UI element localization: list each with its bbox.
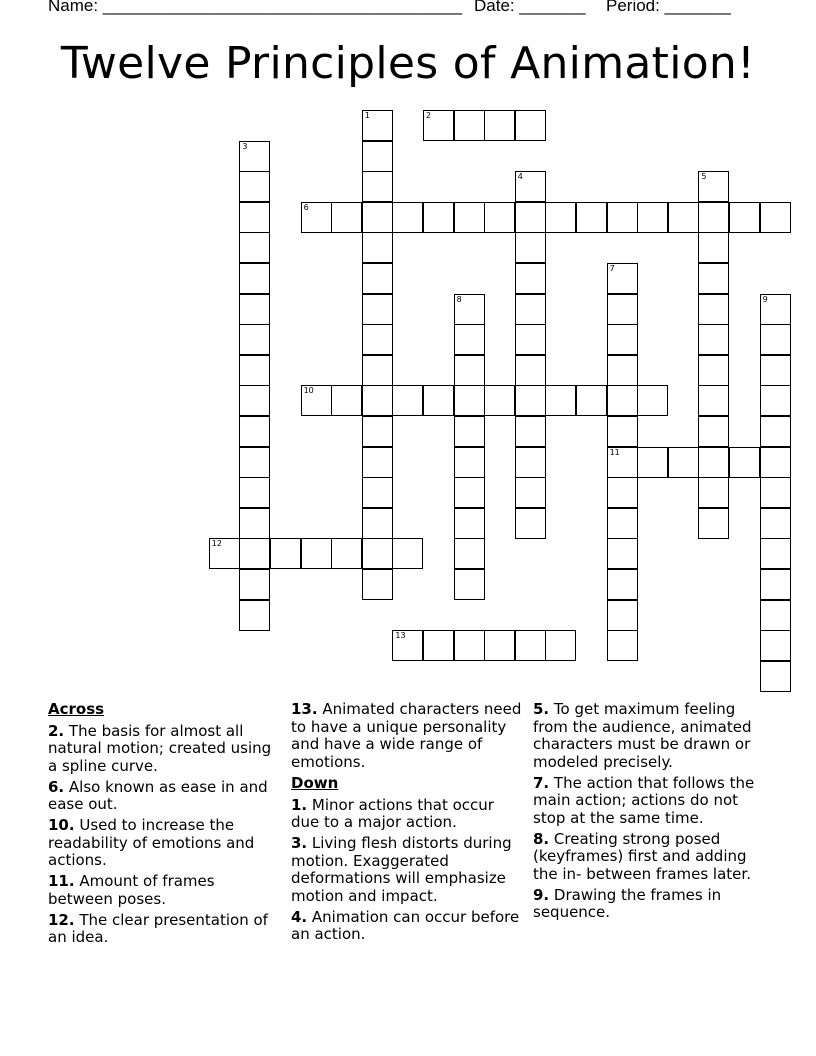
- clue-item: [533, 701, 765, 771]
- crossword-cell[interactable]: [454, 477, 485, 508]
- crossword-cell[interactable]: [698, 324, 729, 355]
- crossword-cell[interactable]: [515, 110, 546, 141]
- crossword-cell[interactable]: [637, 447, 668, 478]
- clue-number-label: 11: [609, 447, 620, 457]
- crossword-cell[interactable]: [607, 294, 638, 325]
- crossword-cell[interactable]: [760, 416, 791, 447]
- crossword-cell[interactable]: [301, 202, 332, 233]
- crossword-cell[interactable]: [607, 508, 638, 539]
- crossword-cell[interactable]: [484, 202, 515, 233]
- clue-number-label: 3: [242, 141, 248, 151]
- clue-column-2: [291, 701, 523, 947]
- crossword-cell[interactable]: [239, 294, 270, 325]
- crossword-cell[interactable]: [362, 416, 393, 447]
- crossword-cell[interactable]: [392, 202, 423, 233]
- crossword-cell[interactable]: [239, 538, 270, 569]
- crossword-cell[interactable]: [760, 630, 791, 661]
- clue-text: Used to increase the readability of emotions and actions.: [48, 816, 255, 869]
- crossword-cell[interactable]: [668, 447, 699, 478]
- crossword-cell[interactable]: [760, 508, 791, 539]
- crossword-cell[interactable]: [698, 508, 729, 539]
- crossword-cell[interactable]: [484, 110, 515, 141]
- crossword-cell[interactable]: [209, 538, 240, 569]
- crossword-cell[interactable]: [392, 538, 423, 569]
- crossword-cell[interactable]: [239, 416, 270, 447]
- clue-number-label: 5: [701, 172, 707, 182]
- crossword-cell[interactable]: [239, 600, 270, 631]
- crossword-cell[interactable]: [362, 569, 393, 600]
- crossword-cell[interactable]: [668, 202, 699, 233]
- clue-item: [291, 909, 523, 944]
- crossword-cell[interactable]: [698, 294, 729, 325]
- down-heading: Down: [291, 774, 339, 792]
- crossword-cell[interactable]: [454, 385, 485, 416]
- crossword-cell[interactable]: [607, 600, 638, 631]
- crossword-cell[interactable]: [454, 294, 485, 325]
- across-clues-list-continued: [291, 701, 523, 771]
- crossword-cell[interactable]: [607, 538, 638, 569]
- clue-number: 7.: [533, 773, 550, 792]
- crossword-cell[interactable]: [698, 202, 729, 233]
- clue-number: 13.: [291, 700, 318, 718]
- clue-text: Animated characters need to have a unique personality and have a wide range of emotions.: [291, 700, 522, 771]
- crossword-cell[interactable]: [454, 355, 485, 386]
- clue-text: The action that follows the main action; actions do not stop at the same time.: [533, 773, 755, 827]
- crossword-cell[interactable]: [729, 447, 760, 478]
- puzzle-title: Twelve Principles of Animation!: [60, 38, 756, 89]
- clue-number: 2.: [48, 721, 65, 740]
- crossword-cell[interactable]: [331, 385, 362, 416]
- crossword-cell[interactable]: [760, 600, 791, 631]
- crossword-cell[interactable]: [454, 447, 485, 478]
- name-field[interactable]: Name: ______________________________________: [48, 0, 463, 15]
- crossword-cell[interactable]: [454, 630, 485, 661]
- crossword-cell[interactable]: [362, 110, 393, 141]
- crossword-cell[interactable]: [760, 385, 791, 416]
- down-clues-list-continued: [533, 701, 765, 922]
- crossword-cell[interactable]: [760, 324, 791, 355]
- crossword-cell[interactable]: [698, 355, 729, 386]
- date-field[interactable]: Date: _______: [474, 0, 586, 15]
- clue-item: [48, 723, 280, 776]
- crossword-cell[interactable]: [607, 263, 638, 294]
- crossword-cell[interactable]: [239, 569, 270, 600]
- crossword-cell[interactable]: [362, 202, 393, 233]
- crossword-cell[interactable]: [607, 202, 638, 233]
- clue-number: 6.: [48, 777, 65, 796]
- crossword-cell[interactable]: [760, 294, 791, 325]
- crossword-cell[interactable]: [454, 569, 485, 600]
- crossword-cell[interactable]: [698, 385, 729, 416]
- crossword-cell[interactable]: [239, 324, 270, 355]
- crossword-cell[interactable]: [637, 202, 668, 233]
- clue-column-1: [48, 701, 280, 950]
- crossword-cell[interactable]: [362, 263, 393, 294]
- crossword-cell[interactable]: [698, 263, 729, 294]
- clue-item: [48, 912, 280, 947]
- crossword-cell[interactable]: [392, 630, 423, 661]
- clue-number-label: 13: [395, 631, 406, 641]
- clue-number: 4.: [291, 907, 308, 926]
- crossword-cell[interactable]: [515, 416, 546, 447]
- clue-text: To get maximum feeling from the audience, animated characters must be drawn or modeled precisely.: [533, 700, 752, 771]
- crossword-cell[interactable]: [760, 538, 791, 569]
- clue-text: The clear presentation of an idea.: [48, 910, 268, 946]
- crossword-cell[interactable]: [760, 661, 791, 692]
- clue-number: 8.: [533, 829, 550, 848]
- crossword-cell[interactable]: [515, 630, 546, 661]
- crossword-cell[interactable]: [362, 447, 393, 478]
- clue-column-3: [533, 701, 765, 925]
- across-heading: Across: [48, 700, 105, 718]
- crossword-cell[interactable]: [362, 538, 393, 569]
- crossword-cell[interactable]: [698, 477, 729, 508]
- crossword-cell[interactable]: [484, 385, 515, 416]
- crossword-cell[interactable]: [239, 141, 270, 172]
- crossword-cell[interactable]: [607, 416, 638, 447]
- clue-item: [533, 887, 765, 922]
- crossword-cell[interactable]: [331, 202, 362, 233]
- crossword-cell[interactable]: [607, 385, 638, 416]
- across-clues-list: [48, 723, 280, 947]
- crossword-cell[interactable]: [362, 385, 393, 416]
- crossword-cell[interactable]: [607, 447, 638, 478]
- clue-number: 5.: [533, 700, 550, 718]
- crossword-cell[interactable]: [301, 538, 332, 569]
- crossword-cell[interactable]: [760, 355, 791, 386]
- crossword-cell[interactable]: [362, 232, 393, 263]
- crossword-cell[interactable]: [423, 630, 454, 661]
- crossword-cell[interactable]: [239, 508, 270, 539]
- crossword-cell[interactable]: [729, 202, 760, 233]
- clue-number-label: 1: [364, 111, 370, 120]
- crossword-cell[interactable]: [576, 202, 607, 233]
- crossword-cell[interactable]: [760, 447, 791, 478]
- crossword-cell[interactable]: [698, 416, 729, 447]
- crossword-cell[interactable]: [362, 508, 393, 539]
- clue-number: 12.: [48, 910, 75, 929]
- crossword-cell[interactable]: [362, 477, 393, 508]
- clue-number-label: 10: [303, 386, 314, 396]
- clue-item: [48, 873, 280, 908]
- crossword-cell[interactable]: [637, 385, 668, 416]
- clue-item: [48, 817, 280, 870]
- crossword-cell[interactable]: [423, 385, 454, 416]
- crossword-cell[interactable]: [607, 355, 638, 386]
- down-clues-list: [291, 797, 523, 944]
- crossword-cell[interactable]: [239, 447, 270, 478]
- crossword-cell[interactable]: [760, 477, 791, 508]
- crossword-cell[interactable]: [362, 324, 393, 355]
- clue-item: [48, 779, 280, 814]
- clue-item: [291, 835, 523, 905]
- clue-text: Amount of frames between poses.: [48, 872, 215, 908]
- clue-item: [291, 701, 523, 771]
- crossword-cell[interactable]: [607, 630, 638, 661]
- crossword-cell[interactable]: [484, 630, 515, 661]
- clue-number: 10.: [48, 816, 75, 834]
- crossword-cell[interactable]: [760, 202, 791, 233]
- crossword-cell[interactable]: [239, 202, 270, 233]
- crossword-cell[interactable]: [515, 294, 546, 325]
- crossword-cell[interactable]: [454, 416, 485, 447]
- clue-number-label: 8: [456, 294, 462, 304]
- crossword-cell[interactable]: [239, 232, 270, 263]
- clue-number-label: 4: [517, 172, 523, 182]
- crossword-cell[interactable]: [698, 232, 729, 263]
- crossword-cell[interactable]: [454, 508, 485, 539]
- crossword-cell[interactable]: [545, 630, 576, 661]
- crossword-cell[interactable]: [454, 538, 485, 569]
- crossword-cell[interactable]: [760, 569, 791, 600]
- clue-text: The basis for almost all natural motion; created using a spline curve.: [48, 721, 272, 775]
- crossword-cell[interactable]: [515, 477, 546, 508]
- crossword-cell[interactable]: [362, 294, 393, 325]
- crossword-cell[interactable]: [515, 508, 546, 539]
- clue-item: [533, 775, 765, 828]
- crossword-cell[interactable]: [239, 355, 270, 386]
- clue-item: [533, 831, 765, 884]
- crossword-cell[interactable]: [515, 324, 546, 355]
- crossword-cell[interactable]: [239, 171, 270, 202]
- crossword-cell[interactable]: [545, 385, 576, 416]
- crossword-cell[interactable]: [239, 477, 270, 508]
- crossword-cell[interactable]: [362, 141, 393, 172]
- clue-number: 9.: [533, 885, 550, 904]
- clue-text: Creating strong posed (keyframes) first and adding the in- between frames later.: [533, 829, 751, 883]
- crossword-cell[interactable]: [454, 202, 485, 233]
- period-field[interactable]: Period: _______: [606, 0, 731, 15]
- clue-number-label: 2: [426, 111, 432, 120]
- crossword-cell[interactable]: [576, 385, 607, 416]
- clue-text: Living flesh distorts during motion. Exaggerated deformations will emphasize motion and impact.: [291, 834, 512, 905]
- clue-text: Minor actions that occur due to a major action.: [291, 795, 494, 831]
- crossword-cell[interactable]: [515, 263, 546, 294]
- clue-number: 1.: [291, 795, 308, 814]
- crossword-cell[interactable]: [239, 385, 270, 416]
- clue-item: [291, 797, 523, 832]
- crossword-cell[interactable]: [362, 171, 393, 202]
- crossword-cell[interactable]: [454, 110, 485, 141]
- clue-number-label: 6: [303, 202, 309, 212]
- crossword-cell[interactable]: [515, 232, 546, 263]
- clue-text: Animation can occur before an action.: [291, 907, 520, 943]
- crossword-cell[interactable]: [698, 171, 729, 202]
- clue-number: 11.: [48, 872, 75, 890]
- crossword-cell[interactable]: [331, 538, 362, 569]
- crossword-cell[interactable]: [607, 324, 638, 355]
- crossword-cell[interactable]: [423, 202, 454, 233]
- crossword-cell[interactable]: [515, 447, 546, 478]
- crossword-cell[interactable]: [423, 110, 454, 141]
- clue-number: 3.: [291, 834, 308, 852]
- crossword-cell[interactable]: [239, 263, 270, 294]
- crossword-cell[interactable]: [454, 324, 485, 355]
- crossword-cell[interactable]: [607, 569, 638, 600]
- crossword-cell[interactable]: [362, 355, 393, 386]
- crossword-cell[interactable]: [515, 171, 546, 202]
- crossword-cell[interactable]: [301, 385, 332, 416]
- crossword-cell[interactable]: [270, 538, 301, 569]
- crossword-cell[interactable]: [607, 477, 638, 508]
- crossword-cell[interactable]: [515, 355, 546, 386]
- crossword-cell[interactable]: [698, 447, 729, 478]
- clue-number-label: 12: [211, 539, 222, 549]
- crossword-cell[interactable]: [392, 385, 423, 416]
- clue-text: Drawing the frames in sequence.: [533, 885, 722, 921]
- crossword-cell[interactable]: [515, 385, 546, 416]
- clue-text: Also known as ease in and ease out.: [48, 777, 268, 813]
- clue-number-label: 9: [762, 294, 768, 304]
- crossword-cell[interactable]: [515, 202, 546, 233]
- crossword-cell[interactable]: [545, 202, 576, 233]
- clue-number-label: 7: [609, 264, 615, 273]
